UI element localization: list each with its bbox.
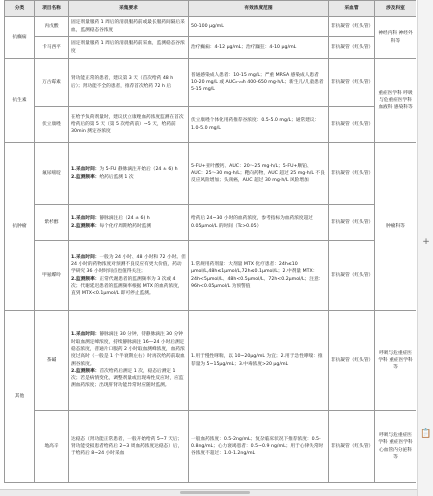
req-text-frequency: 给药后监测 1 次 bbox=[99, 174, 134, 180]
req-text-time: 为 5-FU 静脉滴注开始后（24 ± 6) h bbox=[99, 167, 178, 173]
drug-cell: 万古霉素 bbox=[35, 59, 69, 107]
header-department: 涉及科室 bbox=[375, 1, 417, 17]
req-label-frequency: 2.监测频率： bbox=[71, 223, 100, 229]
drug-cell: 伏立康唑 bbox=[35, 107, 69, 143]
category-cell: 抗生素 bbox=[5, 59, 35, 143]
table-row bbox=[5, 59, 417, 107]
reference-cell: 给药后 24~30 小时的血药浓度，参考指标为血药浓度超过 0.05μmol/L 的时间（Tc>0.05） bbox=[189, 205, 329, 241]
category-cell: 其他 bbox=[5, 311, 35, 483]
requirement-cell bbox=[69, 311, 189, 411]
department-cell: 重症医学科 呼吸与危重症医学科 血液科 感染科等 bbox=[375, 59, 417, 143]
drug-cell: 丙戊酸 bbox=[35, 17, 69, 37]
drug-cell: 紫杉醇 bbox=[35, 205, 69, 241]
department-cell: 呼吸与危重症医学科 重症医学科等 bbox=[375, 311, 417, 411]
req-label-time: 1.采血时间： bbox=[71, 332, 100, 338]
department-cell: 呼吸与危重症医学科 重症医学科 心血管内分泌科等 bbox=[375, 411, 417, 483]
reference-cell: 普通感染成人患者：10-15 mg/L；严重 MRSA 感染成人患者 10-20 mg/L 或 AUC₀-₂₄h 400-650 mg·h/L；新生儿/儿童患者 5-15 mg/L bbox=[189, 59, 329, 107]
drug-cell: 甲氨蝶呤 bbox=[35, 241, 69, 311]
reference-cell: 治疗癫痫：4-12 μg/mL；治疗躁狂：4-10 μg/mL bbox=[189, 37, 329, 59]
table-row bbox=[5, 107, 417, 143]
category-cell: 抗肿瘤 bbox=[5, 143, 35, 311]
requirement-cell: 在给予负荷剂量时，建议伏立康唑血药浓度监测在首次给药后的第 5 天（第 5 次给药前）~5 天，给药前 30min 测定谷浓度 bbox=[69, 107, 189, 143]
req-text-time: 静脉滴注 30 分钟，待静脉滴注 30 分钟时取血测定峰浓度，持续静脉滴注 16—24 小时后测定稳态浓度，普通片口服药 2 小时取血测峰浓度，血药浓度过高时（一般是 1 个半衰期左右）时再次给药前取血测谷浓度。 bbox=[71, 332, 185, 367]
header-tube: 采血管 bbox=[329, 1, 375, 17]
tube-cell: 非抗凝管（红头管） bbox=[329, 107, 375, 143]
reference-cell: 5-FU+亚叶酸钙、AUC：20～25 mg·h/L；5-FU+顺铂、AUC：25～30 mg·h/L；靶向药物，AUC 超过 25 mg·h/L 不良反应风险增加；头颈癌，AUC 超过 30 mg·h/L 风险增加 bbox=[189, 143, 329, 205]
req-label-time: 1.采血时间： bbox=[71, 216, 100, 222]
requirement-cell: 固定剂量服药 1 周后的清晨服药前采血，监测稳态谷浓度 bbox=[69, 37, 189, 59]
category-cell: 抗癫痫 bbox=[5, 17, 35, 59]
clipboard-icon[interactable]: 📋 bbox=[420, 429, 432, 439]
tdm-table bbox=[4, 0, 416, 483]
drug-cell: 茶碱 bbox=[35, 311, 69, 411]
tube-cell: 非抗凝管（红头管） bbox=[329, 241, 375, 311]
drug-cell: 地高辛 bbox=[35, 411, 69, 483]
requirement-cell bbox=[69, 241, 189, 311]
reference-cell: 一般血药浓度：0.5-2ng/mL；复杂临床状况下推荐浓度：0.5-0.8ng/mL；心力衰竭患者：0.5~0.9 ng/mL；用于心律失常时谷浓度不超过：1.0-1.2ng/mL bbox=[189, 411, 329, 483]
requirement-cell: 肾功能正常的患者，建议第 3 天（首次给药 48 h 后）；肾功能不全的患者，推荐首次给药 72 h 后 bbox=[69, 59, 189, 107]
table-row bbox=[5, 37, 417, 59]
tube-cell: 非抗凝管（红头管） bbox=[329, 17, 375, 37]
header-requirement: 采集要求 bbox=[69, 1, 189, 17]
req-label-frequency: 2.监测频率： bbox=[71, 174, 100, 180]
header-row bbox=[5, 1, 417, 17]
requirement-cell: 达稳态（肾功能正常患者，一般开始给药 5~7 天后；肾功能受损患者给药后 2~3 周血药浓度达稳态）后，于给药后 8~24 小时采血 bbox=[69, 411, 189, 483]
req-text-frequency: 首次给药后测定 1 次，稳态后测定 1 次；若是病情变化，调整剂量或出现毒性反应时，应监测血药浓度；出现肝肾功能异常时应随时监测。 bbox=[71, 368, 184, 389]
tube-cell: 非抗凝管（红头管） bbox=[329, 59, 375, 107]
department-cell: 肿瘤科等 bbox=[375, 143, 417, 311]
header-category: 分类 bbox=[5, 1, 35, 17]
requirement-cell: 固定剂量服药 1 周后的清晨服药前或最长服药间隔后采血，监测稳态谷浓度 bbox=[69, 17, 189, 37]
scrollbar-thumb[interactable] bbox=[180, 491, 250, 494]
requirement-cell bbox=[69, 205, 189, 241]
req-label-time: 1.采血时间： bbox=[71, 254, 100, 260]
drug-cell: 氟尿嘧啶 bbox=[35, 143, 69, 205]
reference-cell: 1.常规用药剂量：大剂量 MTX 化疗患者：24h≤10 μmol/L,48h≤1μmol/L,72h≤0.1μmol/L；2.中剂量 MTX：24h<5μmol/L、48h<0.5μmol/L、72h<0.2μmol/L；注意：96h<0.05μmol/L 为预警值 bbox=[189, 241, 329, 311]
header-drug: 项目名称 bbox=[35, 1, 69, 17]
table-row bbox=[5, 241, 417, 311]
reference-cell: 伏立康唑个体化用药推荐谷浓度：0.5-5.0 mg/L；通常建议：1.0-5.0 mg/L bbox=[189, 107, 329, 143]
document-page bbox=[4, 0, 416, 490]
req-text-time: 静脉滴注后（24 ± 6) h bbox=[99, 216, 150, 222]
table-row bbox=[5, 411, 417, 483]
reference-cell: 50-100 μg/mL bbox=[189, 17, 329, 37]
req-text-frequency: 每个化疗周期给药时监测 bbox=[99, 223, 152, 229]
reference-cell: 1.用于慢性哮喘，以 10~20μg/mL 为宜；2.用于急性哮喘：推荐量为 5~15μg/mL；3.中毒浓度>20 μg/mL bbox=[189, 311, 329, 411]
req-text-time: 一般为 24 小时、48 小时和 72 小时。但 24 小时的药物浓度对预测不良反应有更大价值，药动学研究 36 小时时间点也值得关注； bbox=[71, 254, 186, 275]
department-cell: 神经内科 神经外科等 bbox=[375, 17, 417, 59]
requirement-cell bbox=[69, 143, 189, 205]
table-row bbox=[5, 17, 417, 37]
req-label-frequency: 2.监测频率： bbox=[71, 368, 100, 374]
right-side-rail bbox=[417, 0, 433, 496]
req-label-time: 1.采血时间： bbox=[71, 167, 100, 173]
header-reference-range: 有效浓度范围 bbox=[189, 1, 329, 17]
tube-cell: 非抗凝管（红头管） bbox=[329, 143, 375, 205]
tube-cell: 非抗凝管（红头管） bbox=[329, 37, 375, 59]
tube-cell: 非抗凝管（红头管） bbox=[329, 311, 375, 411]
table-row bbox=[5, 311, 417, 411]
tube-cell: 非抗凝管（红头管） bbox=[329, 411, 375, 483]
req-text-frequency: 正常代谢患者的监测频率为 3 次或 4 次；代谢延迟患者的监测频率根据 MTX 的血药浓度，直到 MTX<0.1μmol/L 即可停止监测。 bbox=[71, 276, 183, 297]
table-row bbox=[5, 205, 417, 241]
table-row bbox=[5, 143, 417, 205]
drug-cell: 卡马西平 bbox=[35, 37, 69, 59]
tube-cell: 非抗凝管（红头管） bbox=[329, 205, 375, 241]
req-label-frequency: 2.监测频率： bbox=[71, 276, 100, 282]
add-icon[interactable]: + bbox=[422, 237, 430, 247]
